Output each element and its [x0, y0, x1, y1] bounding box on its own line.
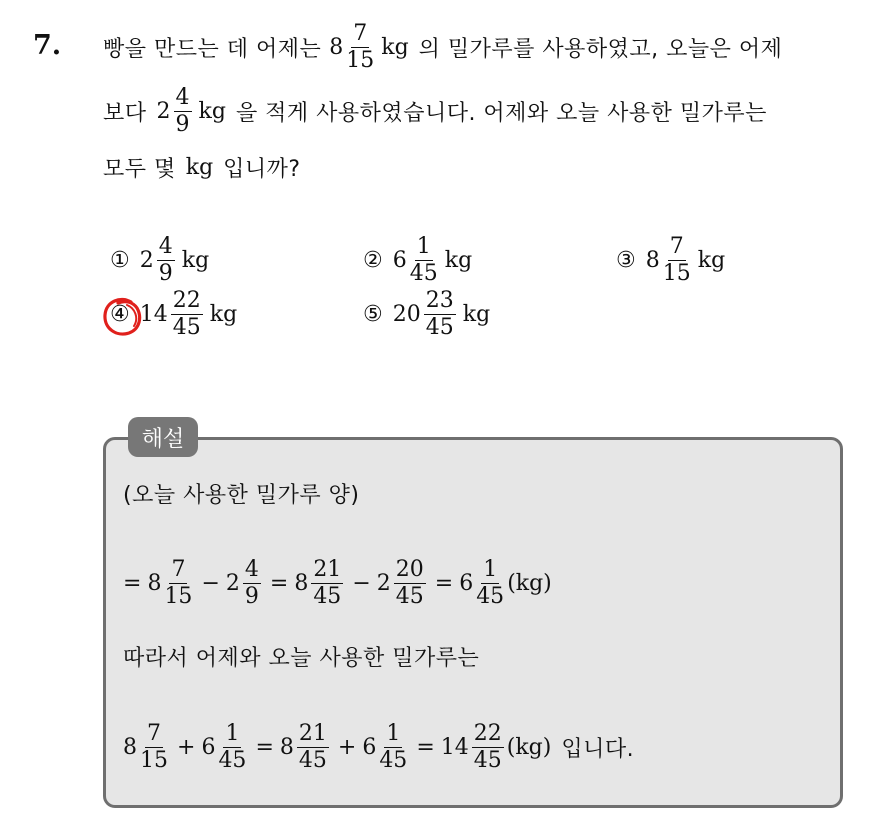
question-text: 을 적게 사용하였습니다. 어제와 오늘 사용한 밀가루는 [235, 100, 767, 126]
fraction-numerator: 7 [171, 556, 186, 582]
unit-kg: kg [181, 248, 210, 273]
fraction-numerator: 1 [416, 234, 431, 259]
fraction-denominator: 45 [476, 583, 505, 609]
fraction-whole: 8 [294, 570, 309, 596]
question-text: 입니까? [223, 156, 301, 182]
unit-kg: kg [697, 248, 726, 273]
fraction [472, 720, 504, 773]
fraction-denominator: 45 [218, 747, 247, 773]
fraction-numerator: 1 [386, 720, 401, 746]
choice-mark: ⑤ [363, 302, 383, 327]
choice-2[interactable] [363, 236, 472, 285]
unit-kg: kg [185, 154, 214, 180]
fraction-numerator: 20 [395, 556, 424, 582]
unit-kg: (kg) [507, 570, 552, 596]
question-number: 7. [33, 30, 62, 61]
fraction-numerator: 7 [353, 20, 368, 46]
fraction [424, 290, 456, 339]
fraction-denominator: 15 [164, 583, 193, 609]
question-text: 빵을 만드는 데 어제는 [103, 36, 322, 62]
fraction [174, 84, 192, 137]
mixed-fraction [147, 556, 195, 609]
solution-equation-2 [123, 715, 634, 779]
fraction [476, 556, 505, 609]
mixed-fraction [376, 556, 429, 609]
question-line-1 [103, 17, 782, 77]
unit-kg: kg [444, 248, 473, 273]
solution-line-1: (오늘 사용한 밀가루 양) [123, 482, 360, 508]
unit-kg: kg [381, 34, 409, 60]
solution-equation-1 [123, 551, 552, 615]
fraction-denominator: 15 [140, 747, 168, 773]
equals-sign: = [123, 570, 142, 596]
plus-sign: + [177, 734, 196, 760]
fraction-denominator: 15 [346, 47, 375, 73]
fraction-whole: 6 [201, 734, 216, 760]
fraction-numerator: 4 [158, 234, 173, 259]
fraction-numerator: 7 [669, 234, 684, 259]
mixed-fraction [225, 556, 264, 609]
fraction [157, 236, 175, 285]
fraction [410, 236, 438, 285]
mixed-fraction [279, 720, 332, 773]
question-line-2 [103, 81, 767, 141]
fraction-whole: 14 [139, 302, 168, 327]
solution-line-3: 따라서 어제와 오늘 사용한 밀가루는 [123, 645, 480, 671]
fraction-denominator: 45 [379, 747, 408, 773]
choice-1[interactable] [110, 236, 209, 285]
fraction-denominator: 9 [244, 583, 259, 609]
fraction-denominator: 45 [395, 583, 424, 609]
fraction-denominator: 9 [158, 261, 173, 286]
fraction-numerator: 1 [483, 556, 498, 582]
fraction-denominator: 45 [298, 747, 327, 773]
fraction-whole: 6 [362, 734, 377, 760]
fraction-denominator: 45 [172, 315, 201, 340]
minus-sign: − [201, 570, 220, 596]
fraction-numerator: 22 [172, 288, 201, 313]
mixed-fraction [156, 84, 195, 137]
fraction [243, 556, 261, 609]
fraction-numerator: 7 [147, 720, 161, 746]
choice-3[interactable] [616, 236, 725, 285]
question-line-3 [103, 137, 301, 197]
mixed-fraction [362, 720, 410, 773]
mixed-fraction [440, 720, 507, 773]
fraction [164, 556, 193, 609]
fraction-whole: 2 [156, 98, 171, 124]
fraction-numerator: 4 [175, 84, 190, 110]
unit-kg: kg [209, 302, 238, 327]
solution-tag: 해설 [128, 417, 198, 457]
fraction-whole: 2 [225, 570, 240, 596]
fraction-denominator: 45 [313, 583, 342, 609]
solution-tail-text: 입니다. [561, 736, 635, 762]
answer-circle-mark [101, 296, 143, 338]
mixed-fraction [329, 20, 377, 73]
fraction-whole: 20 [392, 302, 421, 327]
question-text: 모두 몇 [103, 156, 176, 182]
unit-kg: kg [198, 98, 226, 124]
mixed-fraction [459, 556, 507, 609]
unit-kg: kg [462, 302, 491, 327]
choice-mark: ③ [616, 248, 636, 273]
mixed-fraction [201, 720, 249, 773]
fraction [297, 720, 329, 773]
fraction-denominator: 9 [175, 111, 190, 137]
fraction-whole: 8 [645, 248, 660, 273]
equals-sign: = [269, 570, 289, 596]
fraction-numerator: 1 [225, 720, 240, 746]
fraction-whole: 8 [123, 734, 137, 760]
fraction-whole: 8 [279, 734, 294, 760]
mixed-fraction [294, 556, 346, 609]
choice-mark: ④ [110, 302, 130, 327]
fraction [171, 290, 203, 339]
fraction-denominator: 15 [662, 261, 691, 286]
fraction-denominator: 45 [409, 261, 438, 286]
fraction [140, 720, 168, 773]
fraction-numerator: 4 [244, 556, 259, 582]
choice-mark: ② [363, 248, 383, 273]
fraction [379, 720, 408, 773]
fraction-numerator: 21 [298, 720, 327, 746]
question-text: 의 밀가루를 사용하였고, 오늘은 어제 [418, 36, 783, 62]
unit-kg: (kg) [506, 734, 552, 760]
choice-5[interactable] [363, 290, 490, 339]
fraction-numerator: 21 [313, 556, 342, 582]
choice-mark: ① [110, 248, 130, 273]
fraction-denominator: 45 [473, 747, 502, 773]
fraction-whole: 14 [440, 734, 469, 760]
minus-sign: − [352, 570, 371, 596]
fraction-whole: 6 [392, 248, 407, 273]
fraction-whole: 8 [329, 34, 344, 60]
fraction-whole: 6 [459, 570, 474, 596]
fraction [663, 236, 691, 285]
fraction [346, 20, 375, 73]
question-text: 보다 [103, 100, 147, 126]
fraction-whole: 2 [376, 570, 391, 596]
equals-sign: = [416, 734, 435, 760]
equals-sign: = [255, 734, 274, 760]
fraction [311, 556, 343, 609]
fraction-whole: 2 [139, 248, 154, 273]
fraction-denominator: 45 [425, 315, 454, 340]
fraction [394, 556, 426, 609]
equals-sign: = [434, 570, 454, 596]
mixed-fraction [123, 720, 171, 773]
fraction-numerator: 22 [473, 720, 502, 746]
plus-sign: + [337, 734, 357, 760]
fraction-whole: 8 [147, 570, 162, 596]
fraction-numerator: 23 [425, 288, 454, 313]
fraction [218, 720, 247, 773]
